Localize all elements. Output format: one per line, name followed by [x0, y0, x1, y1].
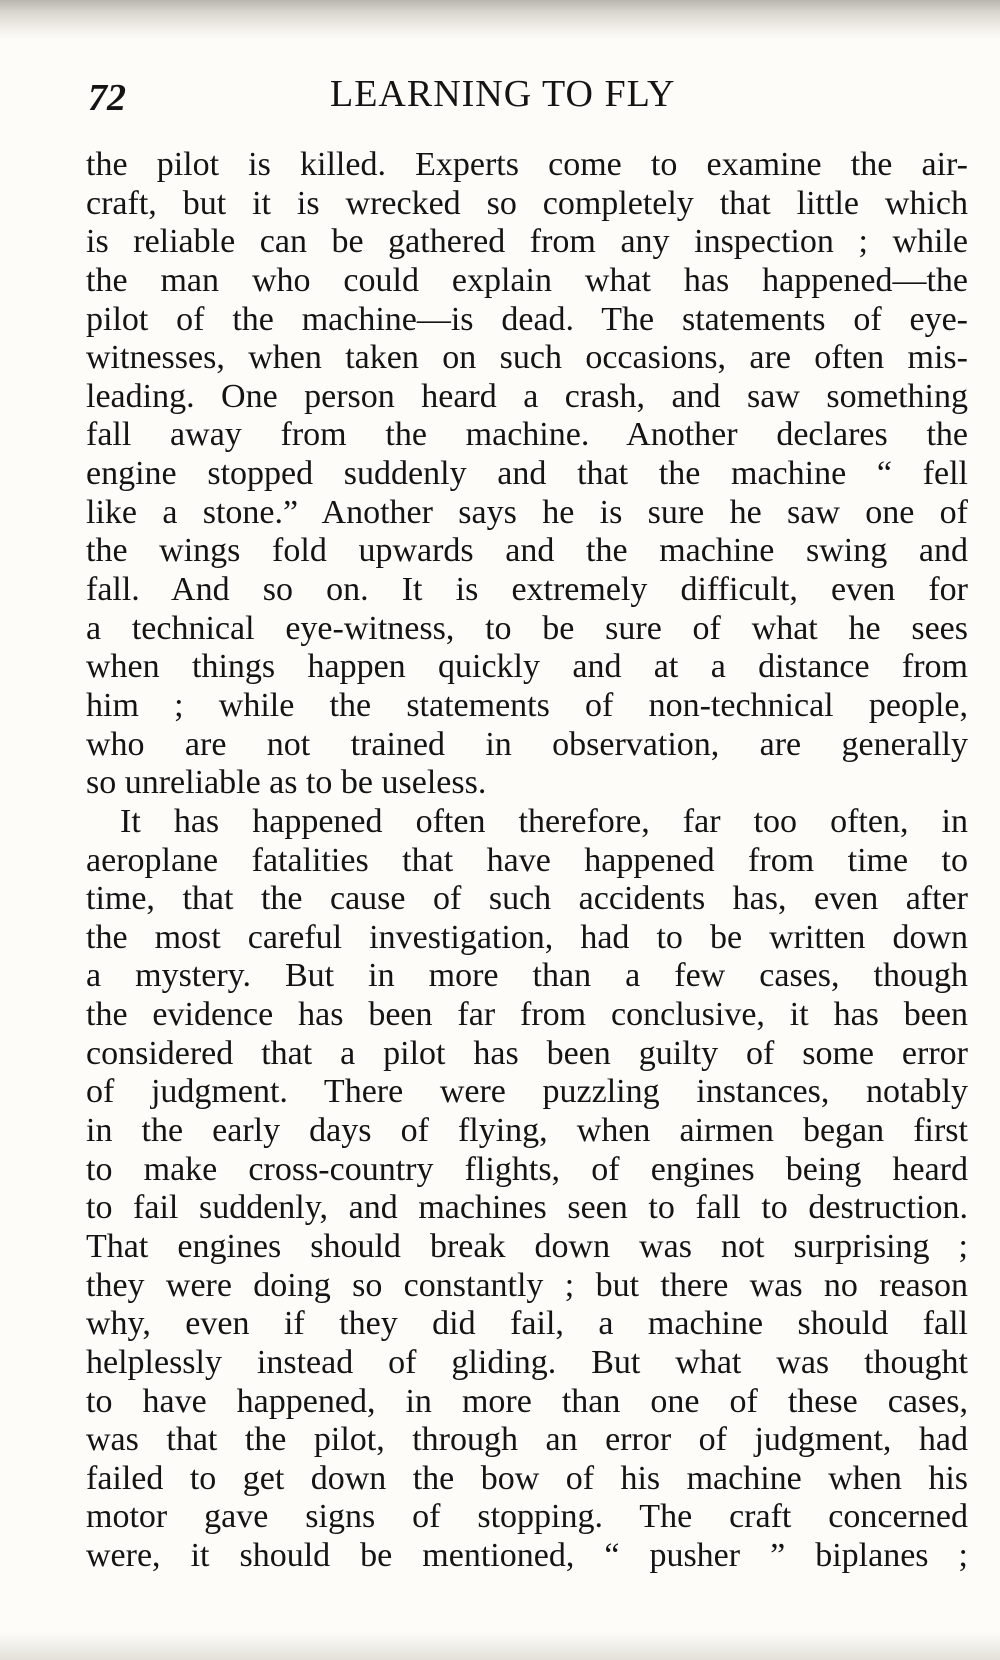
text-line: in the early days of flying, when airmen began first [86, 1112, 968, 1150]
text-line: helplessly instead of gliding. But what was thought [86, 1343, 968, 1381]
page-number: 72 [88, 77, 126, 119]
text-line: engine stopped suddenly and that the machine “ fell [86, 455, 968, 493]
page-bottom-edge-shadow [0, 1632, 1000, 1660]
body-text [86, 146, 968, 1576]
text-line: pilot of the machine—is dead. The statements of eye- [86, 300, 968, 338]
text-line: like a stone.” Another says he is sure he saw one of [86, 493, 968, 531]
text-line: who are not trained in observation, are generally [86, 725, 968, 763]
text-line: to fail suddenly, and machines seen to fall to destruction. [86, 1189, 968, 1227]
text-line: motor gave signs of stopping. The craft concerned [86, 1498, 968, 1536]
page-top-edge-shadow [0, 0, 1000, 40]
text-line: was that the pilot, through an error of judgment, had [86, 1421, 968, 1459]
text-line: aeroplane fatalities that have happened from time to [86, 841, 968, 879]
text-line: the most careful investigation, had to be written down [86, 918, 968, 956]
text-line: considered that a pilot has been guilty of some error [86, 1034, 968, 1072]
text-line: the pilot is killed. Experts come to examine the air- [86, 146, 968, 183]
text-line: were, it should be mentioned, “ pusher ” biplanes ; [86, 1537, 968, 1575]
text-line: a technical eye-witness, to be sure of what he sees [86, 609, 968, 647]
text-line: they were doing so constantly ; but there was no reason [86, 1266, 968, 1304]
text-line: the evidence has been far from conclusive, it has been [86, 996, 968, 1034]
text-line: That engines should break down was not surprising ; [86, 1227, 968, 1265]
text-line: to make cross-country flights, of engines being heard [86, 1150, 968, 1188]
text-line: the wings fold upwards and the machine swing and [86, 532, 968, 570]
text-line: time, that the cause of such accidents has, even after [86, 880, 968, 918]
running-title: LEARNING TO FLY [330, 73, 676, 115]
text-line: leading. One person heard a crash, and saw something [86, 377, 968, 415]
text-line-paragraph-end: so unreliable as to be useless. [86, 764, 487, 802]
text-line: of judgment. There were puzzling instances, notably [86, 1073, 968, 1111]
text-line: why, even if they did fail, a machine should fall [86, 1305, 968, 1343]
text-line: is reliable can be gathered from any inspection ; while [86, 223, 968, 261]
running-head [0, 62, 1000, 122]
text-line: a mystery. But in more than a few cases, though [86, 957, 968, 995]
text-line: fall away from the machine. Another declares the [86, 416, 968, 454]
text-line: craft, but it is wrecked so completely that little which [86, 184, 968, 222]
text-line-paragraph-start: It has happened often therefore, far too often, in [120, 802, 968, 840]
text-line: him ; while the statements of non-technical people, [86, 686, 968, 724]
text-line: fall. And so on. It is extremely difficult, even for [86, 571, 968, 609]
text-line: when things happen quickly and at a distance from [86, 648, 968, 686]
text-line: the man who could explain what has happened—the [86, 261, 968, 299]
text-line: to have happened, in more than one of these cases, [86, 1382, 968, 1420]
text-line: failed to get down the bow of his machine when his [86, 1459, 968, 1497]
text-line: witnesses, when taken on such occasions, are often mis- [86, 339, 968, 377]
